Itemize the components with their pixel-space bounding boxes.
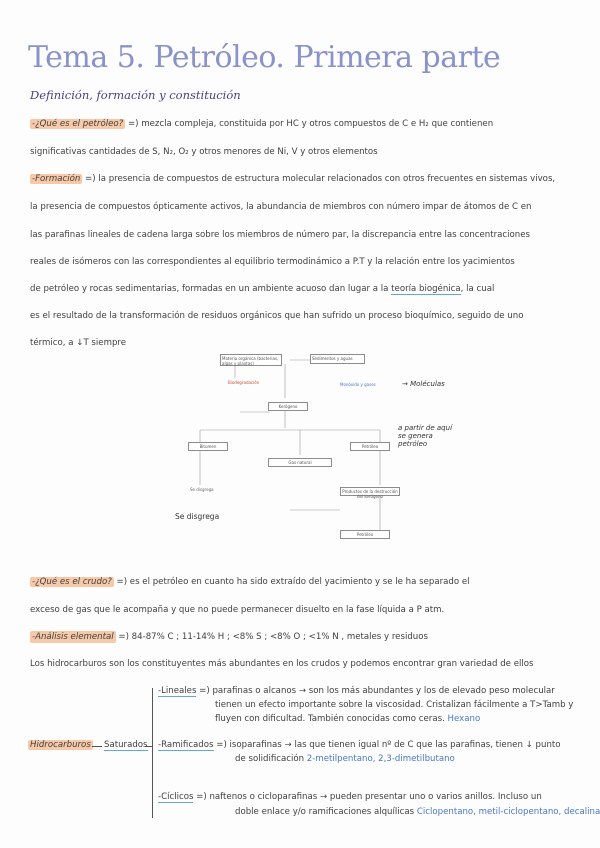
ramificados-text-1: =) isoparafinas → las que tienen igual nº de C que las parafinas, tienen ↓ punto [216,740,561,750]
ramificados-line-2 [235,754,455,764]
formacion-text-3: las parafinas lineales de cadena larga sobre los miembros de número par, la discrepancia entre las concentraciones [30,230,530,240]
diagram-node-final: Petróleo [340,530,390,539]
hc-connector [92,746,102,747]
annotation-genera-petroleo: a partir de aquí se genera petróleo [398,424,453,448]
formacion-text-5c: , la cual [460,284,495,294]
diagram-node-kerogeno: Kerógeno [268,402,308,411]
analisis-text: =) 84-87% C ; 11-14% H ; <8% S ; <8% O ; <1% N , metales y residuos [118,632,428,642]
formacion-line-5 [30,283,570,295]
formacion-text-2: la presencia de compuestos ópticamente activos, la abundancia de miembros con número impar de átomos de C en [30,202,532,212]
ciclicos-line-1 [158,792,542,802]
lineales-example: Hexano [447,714,481,724]
ciclicos-example: Ciclopentano, metil-ciclopentano, decalina [416,807,600,817]
page-title: Tema 5. Petróleo. Primera parte [28,40,501,75]
hc-saturados-label: Saturados [104,740,148,750]
formacion-line-3 [30,229,570,241]
formacion-text-4: reales de isómeros con las correspondientes al equilibrio termodinámico a P.T y la relación entre los yacimientos [30,257,515,267]
crudo-text-2: exceso de gas que le acompaña y que no puede permanecer disuelto en la fase líquida a P atm. [30,605,445,615]
formation-diagram [140,350,470,550]
ciclicos-label: -Cíclicos [158,792,194,802]
formacion-text-5: de petróleo y rocas sedimentarias, formadas en un ambiente acuoso dan lugar a la [30,284,389,294]
lineales-text-2: tienen un efecto importante sobre la viscosidad. Cristalizan fácilmente a T>Tamb y [215,700,574,710]
formacion-text-1: =) la presencia de compuestos de estructura molecular relacionados con otros frecuentes en sistemas vivos, [85,174,556,184]
ramificados-example: 2-metilpentano, 2,3-dimetilbutano [306,754,455,764]
ciclicos-line-2 [235,807,600,817]
ramificados-text-2: de solidificación [235,754,305,764]
formacion-line-4 [30,256,570,268]
formacion-line-1 [30,173,570,185]
formacion-label: -Formación [32,174,81,184]
section-subtitle: Definición, formación y constitución [30,88,241,102]
ciclicos-text-2: doble enlace y/o ramificaciones alquílicas [235,807,415,817]
annotation-moleculas: → Moléculas [402,380,445,388]
diagram-node-petroleo: Petróleo [350,442,390,451]
q1-line-2 [30,146,570,158]
teoria-biogenica: teoría biogénica [391,284,461,294]
lineales-line-3 [215,714,480,724]
lineales-line-2 [215,700,573,710]
ramificados-label: -Ramificados [158,740,214,750]
formacion-text-6: es el resultado de la transformación de residuos orgánicos que han sufrido un proceso bioquímico, seguido de uno [30,311,524,321]
formacion-line-6 [30,310,570,322]
annotation-se-disgrega: Se disgrega [175,512,220,521]
crudo-line-2 [30,604,570,616]
hc-bracket [152,688,153,818]
hc-intro-text: Los hidrocarburos son los constituyentes más abundantes en los crudos y podemos encontrar gran variedad de ellos [30,659,534,669]
formacion-text-7: térmico, a ↓T siempre [30,338,127,348]
crudo-label: -¿Qué es el crudo? [32,577,112,587]
q1-text-2: significativas cantidades de S, N₂, O₂ y otros menores de Ni, V y otros elementos [30,147,378,157]
lineales-text-3: fluyen con dificultad. También conocidas como ceras. [215,714,445,724]
crudo-line-1 [30,576,570,588]
diagram-label-monoxido: Monóxido y gases [340,382,376,387]
q1-line-1 [30,118,570,130]
lineales-label: -Lineales [158,686,197,696]
ramificados-line-1 [158,740,561,750]
analisis-label: -Análisis elemental [32,632,114,642]
hc-root-label: Hidrocarburos [30,740,91,750]
diagram-label-disgrega: Se disgrega [190,487,214,492]
lineales-line-1 [158,686,555,696]
diagram-node-materia: Materia orgánica (bacterias, algas y plantas) [220,354,282,366]
analisis-line [30,631,570,643]
diagram-node-bitumen: Bitumen [188,442,228,451]
lineales-text-1: =) parafinas o alcanos → son los más abundantes y los de elevado peso molecular [199,686,555,696]
formacion-line-7 [30,337,570,349]
crudo-text-1: =) es el petróleo en cuanto ha sido extraído del yacimiento y se le ha separado el [116,577,470,587]
ciclicos-text-1: =) naftenos o cicloparafinas → pueden presentar uno o varios anillos. Incluso un [196,792,542,802]
diagram-node-sedimentos: Sedimentos y aguas [310,354,365,364]
diagram-node-gas: Gas natural [268,458,332,467]
hc-intro-line [30,658,570,670]
formacion-line-2 [30,201,570,213]
diagram-label-biodegradacion: Biodegradación [228,380,260,385]
q1-label: -¿Qué es el petróleo? [32,119,124,129]
q1-text-1: =) mezcla compleja, constituida por HC y otros compuestos de C e H₂ que contienen [127,119,494,129]
diagram-node-productos: Productos de la destrucción del kerógeno [340,487,400,496]
